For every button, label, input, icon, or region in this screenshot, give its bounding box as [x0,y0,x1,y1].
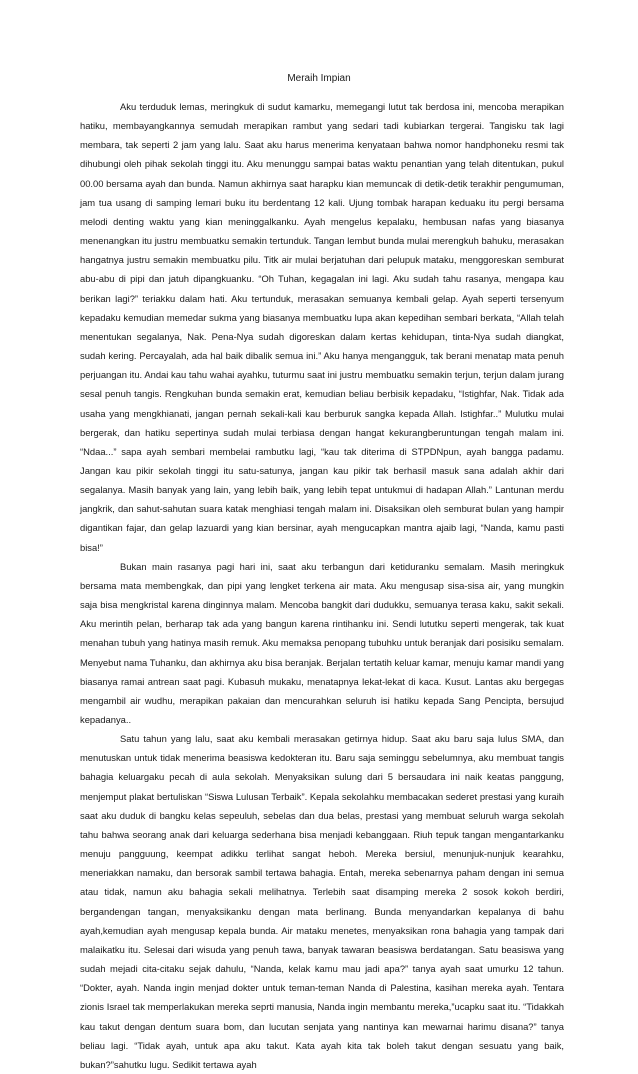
document-title: Meraih Impian [287,73,351,84]
paragraph-2: Bukan main rasanya pagi hari ini, saat aku terbangun dari ketiduranku semalam. Masih meringkuk bersama mata membengkak, dan pipi yang lengket terkena air mata. Aku mengusap sisa-sisa air, yang mungkin saja bisa mengkristal karena dinginnya malam. Mencoba bangkit dari dudukku, semuanya terasa kaku, sakit sekali. Aku merintih pelan, berharap tak ada yang bangun karena rintihanku ini. Sendi lututku seperti mengerak, tak kuat menahan tubuh yang hatinya masih remuk. Aku memaksa penopang tubuhku untuk beranjak dari posisiku semalam. Menyebut nama Tuhanku, dan akhirnya aku bisa beranjak. Berjalan tertatih keluar kamar, menuju kamar mandi yang biasanya ramai antrean saat pagi. Kubasuh mukaku, menatapnya lekat-lekat di kaca. Kusut. Lantas aku bergegas mengambil air wudhu, merapikan pakaian dan mencurahkan seluruh isi hatiku kepada Sang Pencipta, bersujud kepadanya.. [80,560,564,725]
paragraph-3: Satu tahun yang lalu, saat aku kembali merasakan getirnya hidup. Saat aku baru saja lulus SMA, dan menutuskan untuk tidak menerima beasiswa kedokteran itu. Baru saja seminggu sebelumnya, aku membuat tangis bahagia keluargaku pecah di aula sekolah. Menyaksikan sulung dari 5 bersaudara ini naik keatas panggung, menjemput plakat bertuliskan “Siswa Lulusan Terbaik”. Kepala sekolahku membacakan sederet prestasi yang kuraih saat aku duduk di bangku kelas sepeuluh, sebelas dan dua belas, prestasi yang membuat seluruh warga sekolah tahu bahwa seorang anak dari keluarga sederhana bisa menjadi kebanggaan. Riuh tepuk tangan mengantarkanku menuju pangguung, keempat adikku terlihat sangat heboh. Mereka bersiul, menunjuk-nunjuk kearahku, meneriakkan namaku, dan bersorak sambil tertawa bahagia. Entah, mereka sebenarnya paham dengan ini semua atau tidak, namun aku bahagia sekali melihatnya. Terlebih saat disamping mereka 2 sosok kokoh berdiri, bergandengan tangan, menyaksikanku dengan mata berlinang. Bunda menyandarkan kepalanya di bahu ayah,kemudian ayah mengusap kepala bunda. Air mataku menetes, menyaksikan rona bahagia yang tampak dari malaikatku itu. Selesai dari wisuda yang penuh tawa, banyak tawaran beasiswa berdatangan. Satu beasiswa yang sudah mejadi cita-citaku sejak dahulu, “Nanda, kelak kamu mau jadi apa?” tanya ayah saat umurku 12 tahun. “Dokter, ayah. Nanda ingin menjad dokter untuk teman-teman Nanda di Palestina, kasihan mereka ayah. Tentara zionis Israel tak memperlakukan mereka seprti manusia, Nanda ingin membantu mereka,”ucapku saat itu. “Tidakkah kau takut dengan dentum suara bom, dan lucutan senjata yang nantinya kan mewarnai harimu disana?” tanya beliau lagi. “Tidak ayah, untuk apa aku takut. Kata ayah kita tak boleh takut dengan sesuatu yang baik, bukan?”sahutku lugu. Sedikit tertawa ayah [80,733,564,1070]
paragraph-1: Aku terduduk lemas, meringkuk di sudut kamarku, memegangi lutut tak berdosa ini, mencoba merapikan hatiku, membayangkannya semudah merapikan rambut yang sedari tadi kubiarkan tergerai. Tangisku tak lagi membara, tak seperti 2 jam yang lalu. Saat aku harus menerima kenyataan bahwa nomor handphoneku resmi tak dihubungi oleh pihak sekolah tinggi itu. Aku menunggu sampai batas waktu penantian yang telah ditentukan, pukul 00.00 bersama ayah dan bunda. Namun akhirnya saat harapku kian memuncak di detik-detik terakhir pengumuman, jam tua usang di samping lemari buku itu berdentang 12 kali. Ujung tombak harapan keduaku itu pergi bersama melodi denting waktu yang kian meninggalkanku. Ayah mengelus kepalaku, hembusan nafas yang biasanya menenangkan itu justru membuatku semakin tertunduk. Tangan lembut bunda mulai merengkuh bahuku, merasakan hangatnya justru semakin membuatku pilu. Titk air mulai berjatuhan dari pelupuk mataku, menggoreskan semburat abu-abu di pipi dan jatuh dipangkuanku. “Oh Tuhan, kegagalan ini lagi. Aku sudah tahu rasanya, mengapa kau berikan lagi?” teriakku dalam hati. Aku tertunduk, merasakan semuanya kembali gelap. Ayah seperti tersenyum kepadaku kemudian memedar sukma yang biasanya membuatku lupa akan kepedihan sembari berkata, “Allah telah menentukan segalanya, Nak. Pena-Nya sudah digoreskan dalam kertas kehidupan, tinta-Nya sudah diangkat, sudah kering. Percayalah, ada hal baik dibalik semua ini.” Aku hanya mengangguk, tak berani menatap mata penuh perjuangan itu. Andai kau tahu wahai ayahku, tuturmu saat ini justru membuatku semakin terjun, terjun dalam jurang sesal penuh tangis. Rengkuhan bunda semakin erat, kemudian beliau berbisik kepadaku, “Istighfar, Nak. Tidak ada usaha yang mengkhianati, jangan pernah sekali-kali kau berburuk sangka kepada Allah. Istighfar..” Mulutku mulai bergerak, dan hatiku sepertinya sudah mulai terbiasa dengan hangat kekurangberuntungan tengah malam ini. “Ndaa...” sapa ayah sembari membelai rambutku lagi, “kau tak diterima di STPDNpun, ayah bangga padamu. Jangan kau pikir sekolah tinggi itu satu-satunya, jangan kau pikir tak berhasil masuk sana adalah akhir dari segalanya. Masih banyak yang lain, yang lebih baik, yang lebih tepat untukmui di hadapan Allah.” Lantunan merdu jangkrik, dan sahut-sahutan suara katak menghiasi tengah malam ini. Disaksikan oleh semburat bulan yang hampir digantikan fajar, dan gelap lazuardi yang kian bersinar, ayah mengucapkan mantra ajaib lagi, “Nanda, kamu pasti bisa!” [80,101,564,553]
document-body [80,97,564,1074]
